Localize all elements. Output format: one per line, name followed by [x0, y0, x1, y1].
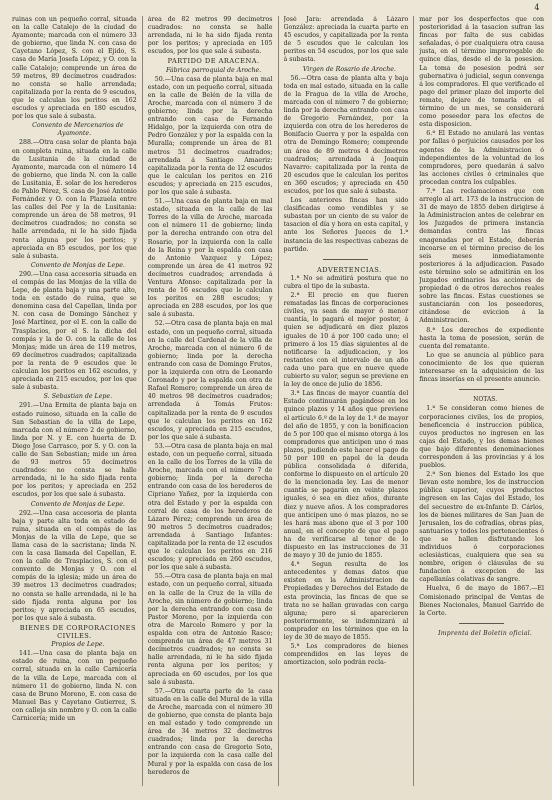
column-4 — [419, 16, 544, 786]
text-columns — [12, 16, 544, 786]
paragraph: José Jara: arrendada á Lázaro González: apreciada la cuarta parte en 45 escudos, y capitalizada por la renta de 5 escudos que le calculan los peritos en 54 escudos, por los que sale á subasta. — [283, 16, 409, 64]
section-heading-caps: NOTAS. — [473, 396, 498, 404]
paragraph: 2.ª Son bienes del Estado los que llevan este nombre, los de instruccion pública superior, cuyos productos ingresen en las Cajas del Estado, los del secuestro de ex-Infante D. Cárlos, los de bienes militares de San Juan de Jerusalen, los de cofradías, obras pías, santuarios y todos los pertenecientes ó que se hallen disfrutando los individuos ó corporaciones eclesiásticas, cualquiera que sea su nombre, origen ó cláusulas de su fundacion á excepcion de las capellanías colativas de sangre. — [419, 471, 544, 584]
paragraph: 8.ª Los derechos de expediente hasta la toma de posesion, serán de cuenta del rematante. — [419, 326, 544, 350]
page-number: 4 — [534, 3, 540, 12]
paragraph: 50.—Una casa de planta baja en mal estado, con un pequeño corral, situada en la calle de Belén de la villa de Aroche, marcada con el número 3 de gobierno; linda por la derecha entrando con casa de Fernando Hidalgo, por la izquierda con otra de Pedro González y por la espalda con la Muralla; comprende un área de 81 metros 51 decímetros cuadrados; arrendada á Santiago Amaeriz: capitalizada por la renta de 12 escudos que le calculan los peritos en 216 escudos; y apreciada en 215 escudos, por los que sale á subasta. — [147, 75, 273, 196]
paragraph: Huelva, 6 de mayo de 1867.—El Comisionado principal de Ventas de Bienes Nacionales, Manuel Garrido de la Corte. — [419, 585, 544, 617]
paragraph: 51.—Una casa de planta baja en mal estado, situada en la calle de las Torres de la villa de Aroche, marcada con el número 11 de gobierno; linda por la derecha entrando con otra del Rosario, por la izquierda con la calle de la Reina y por la espalda con casa de Antonio Vazquez y López; comprende un área de 41 metros 92 decímetros cuadrados; arrendada á Ventura Afonso: capitalizada por la renta de 16 escudos que le calculan los peritos en 288 escudos; y apreciada en 288 escudos, por los que sale á subasta. — [147, 198, 273, 319]
paragraph: Los anteriores fincas han sido clasificadas como vendibles y se subastan por un ciento de su valor de tasacion el día y hora en esta capital, y ante los Señores Jueces de 1.ª instancia de las respectivas cabezas de partido. — [283, 197, 409, 253]
section-heading-caps: PARTIDO DE ARACENA. — [167, 57, 260, 66]
paragraph: 5.ª Los compradores de bienes comprendidos en las leyes de amortizacion, solo podrán recla- — [283, 643, 409, 667]
section-heading-caps: BIENES DE CORPORACIONES CIVILES. — [19, 623, 137, 641]
paragraph: 7.ª Las reclamaciones que con arreglo al art. 173 de la instruccion de 31 de mayo de 1855 deben dirigirse á la Administracion antes de celebrar en los Juzgados de primera instancia demandas contra las fincas enagenadas por el Estado, deberán incoarse en el término preciso de los seis meses inmediatamente posteriores á la adjudicacion. Pasado este término solo se admitirán en los Juzgados ordinarios las acciones de propiedad ó de otros derechos reales sobre las fincas. Estas cuestiones se sustanciarán con los poseedores, citándose de eviccion á la Administracion. — [419, 187, 544, 325]
paragraph: 141.—Una casa de planta baja en estado de ruina, con un pequeño corral, situada en la calle Carnicería de la villa de Lepe, marcada con el número 11 de gobierno, linda N. con casa de Bruno Moreno, E. con casa de Manuel Bas y Cayetano Gutierrez, S. con calleja sin nombre y O. con la calle Carnicería; mide un — [12, 650, 137, 722]
section-heading: Convento de Monjas de Lepe. — [30, 261, 125, 269]
paragraph: 6.ª El Estado no anulará las ventas por fallas ó perjuicios causados por los agentes de la Administracion ó independientes de la voluntad de los compradores, pero quedarán á salvo las acciones civiles ó criminales que procedan contra los culpables. — [419, 130, 544, 186]
column-3 — [284, 16, 415, 786]
paragraph: área de 82 metros 99 decímetros cuadrados: no consta se halle arrendada, ni le ha sido fijada renta por los peritos; y apreciada en 105 escudos, por los que sale á subasta. — [147, 16, 273, 56]
paragraph: ruinas con un pequeño corral, situada en la calle Catalejo de la ciudad de Ayamonte; marcada con el número 33 de gobierno, que linda N. con casa de Cayetano López, S. con el Ejido, S. casa de María Josefa López, y O. con la calle Catalejo; comprende un área de 59 metros, 89 decímetros cuadrados: no consta se halle arrendada; capitalizada por la renta de 9 escudos, que le calculan los peritos en 162 escudos y apreciada en 180 escudos, por los que sale á subasta. — [12, 16, 137, 121]
paragraph: 1.ª Se consideran como bienes de corporaciones civiles, los de propios, beneficencia é instruccion pública, cuyos productos no ingresen en las cajas del Estado, y los demas bienes que bajo diferentes denominaciones corresponden á las provincias y á los pueblos. — [419, 405, 544, 470]
paragraph: 288.—Otra casa solar de planta baja en completa ruina, situada en la calle de Lusitania de la ciudad de Ayamonte, marcada con el número 14 de gobierno, que linda N. con la calle de Lusitania, E. solar de los herederos de Pablo Pérez, S. casa de José Antonio Fernández y O. con la Plazuela entre las calles del Por y la de Lusitania: comprende un área de 58 metros, 91 decímetros cuadrados; no consta se halle arrendada, ni le ha sido fijada renta alguna por los peritos; y apreciada en 85 escudos, por los que sale á subasta. — [12, 139, 137, 260]
paragraph: 2.ª El precio en que fueren rematadas las fincas de corporaciones civiles, ya sean de mayor ó menor cuantía, lo pagará el mejor postor, á quien se adjudicará en diez plazos iguales de 10 á por 100 cada uno; el primero á los 15 días siguientes al de notificarse la adjudicacion, y los restantes con el intervalo de un año cada uno para que en nueve quede cubierto su valor, segun se previene en la ley de once de julio de 1856. — [283, 292, 409, 389]
column-2 — [148, 16, 279, 786]
divider — [419, 386, 544, 394]
paragraph: 56.—Otra casa de planta alta y baja toda en mal estado, situada en la calle de la Fragua de la villa de Aroche, marcada con el número 7 de gobierno; linda por la derecha entrando con casa de Gregorio Fernández, por la izquierda con otra de los herederos de Bonifacio Guerra y por la espalda con otra de Domingo Romero; comprende un área de 89 metros 4 decímetros cuadrados; arrendada á Joaquin Navarro: capitalizada por la renta de 20 escudos que le calculan los peritos en 360 escudos; y apreciada en 450 escudos, por los que sale á subasta. — [283, 74, 409, 195]
paragraph: 53.—Otra casa de planta baja en mal estado, con un pequeño corral, situada en la calle de los Torres de la villa de Aroche, marcada con el número 7 de gobierno; linda por la derecha entrando con casa de los herederos de Cipriano Yañez, por la izquierda con otra del Estado y por la espalda con corral de casa de los herederos de Lázaro Pérez; comprende un área de 90 metros 5 decímetros cuadrados; arrendada á Santiago Infantes: capitalizada por la renta de 12 escudos que le calculan los peritos en 216 escudos; y apreciada en 260 escudos, por los que sale á subasta. — [147, 442, 273, 572]
section-heading: Convento de Monjas de Lepe. — [30, 500, 125, 508]
paragraph: 3.ª Las fincas de mayor cuantía del Estado continuarán pagándose en los quince plazos y 14 años que previene el artículo 6.º de la ley de 1.º de mayor del año de 1855, y con la bonificacion de 5 por 100 que el mismo otorga á los compradores que anticipen uno ó mas plazos, pudiendo este hacer el pago de 50 por 100 en papel de la deuda pública consolidada ó diferida, conforme lo dispuesto en el artículo 20 de la mencionada ley. Las de menor cuantía se pagarán en veinte plazos iguales, ó sea en diez años, durante diez y nueve años. A los compradores que anticipen uno ó mas plazos, no se les hará mas abono que el 3 por 100 anual, en el concepto de que el pago ha de verificarse al tenor de lo dispuesto en las instrucciones de 31 de mayo y 30 de junio de 1855. — [283, 390, 409, 560]
paragraph: mar por los desperfectos que con posterioridad á la tasacion sufran las fincas por falta de sus cabidas señaladas, ó por cualquiera otra causa justa, en el término improrogable de quince días, desde el de la posesion. La toma de posesion podrá ser gubernativa ó judicial, segun convenga á los compradores. El que verificado el pago del primer plazo del importe del remate, dejare de tomarla en el término de un mes, se considerará como poseedor para los efectos de esta disposicion. — [419, 16, 544, 129]
paragraph: 291.—Una Ermita de planta baja en estado ruinoso, situada en la calle de San Sebastian de la villa de Lepe, marcada con el número 2 de gobierno, linda por N. y E. con huerta de D. Diego Jose Carrasco, por S. y O. con la calle de San Sebastian; mide un área de 93 metros 55 decímetros cuadrados: no consta se halle arrendada, ni le ha sido fijada renta por los peritos; y apreciada en 252 escudos, por los que sale á subasta. — [12, 402, 137, 499]
section-heading: Fábrica parroquial de Aroche. — [166, 66, 262, 74]
section-heading: Propios de Lepe. — [51, 641, 105, 649]
paragraph: 1.ª No se admitirá postura que no cubra el tipo de la subasta. — [283, 274, 409, 290]
paragraph: 57.—Otra cuarta parte de la casa situada en la calle del Mural de la villa de Aroche, marcada con el número 30 de gobierno, que consta de planta baja en mal estado y todo comprende un área de 34 metros 32 decímetros cuadrados; linda por la derecha entrando con casa de Gregorio Soto, por la izquierda con la casa calle del Mural y por la espalda con casa de los herederos de — [147, 687, 273, 776]
printer-imprint: Imprenta del Boletin oficial. — [438, 629, 533, 637]
paragraph: 290.—Una casa accesoria situada en el compás de las Monjas de la villa de Lepe, de planta baja y una parte alto, toda en estado de ruina, que se denomina casa del Capellan, linda por N. con casa de Domingo Sánchez y José Martínez, por el E. con la calle de Trasplacios, por el S. la dicha del compás y la de O. con la calle de los Monjas; mide un área de 119 metros, 69 decímetros cuadrados; capitalizada por la renta de 9 escudos que le calculan los peritos en 162 escudos, y apreciada en 215 escudos, por los que sale á subasta. — [12, 270, 137, 392]
divider — [419, 620, 544, 628]
column-1 — [12, 16, 143, 786]
section-heading: Virgen de Rosario de Aroche. — [302, 65, 396, 73]
paragraph: 52.—Otra casa de planta baja en mal estado, con un pequeño corral, situada en la calle del Cardenal de la villa de Aroche, marcada con el número 6 de gobierno; linda por la derecha entrando con casa de Domingo Frutos, por la izquierda con otra de Leonardo Coronado y por la espalda con otra de Rafael Romero; comprende un área de 40 metros 98 decímetros cuadrados; arrendada á Tomás Frutos: capitalizada por la renta de 9 escudos que le calculan los peritos en 162 escudos, y apreciada en 215 escudos, por los que sale á subasta. — [147, 320, 273, 441]
section-heading-caps: ADVERTENCIAS. — [317, 265, 382, 274]
section-heading: Convento de Mercenarios de Ayamonte. — [32, 122, 124, 138]
paragraph: 292.—Una casa accesoria de planta baja y parte alta toda en estado de ruina, situada en el compás de las Monjas de la villa de Lepe, que se llama casa de la sacristana; linda N. con la casa llamada del Capellan, E. con la calle de Trasplacios, S. con el convento de Monjas y O. con el compás de la iglesia; mide un área de 39 metros 13 decímetros cuadrados; no consta se halle arrendada, ni le ha sido fijada renta alguna por los peritos; y apreciada en 65 escudos, por los que sale á subasta. — [12, 509, 137, 622]
paragraph: 55.—Otra casa de planta baja en mal estado, con un pequeño corral, situada en la calle de la Cruz de la villa de Aroche, sin número de gobierno; linda por la derecha entrando con casa de Pastor Moreno, por la izquierda con otra de Marcelo Romero y por la espalda con otra de Antonio Rasco; comprende un área de 47 metros 31 decímetros cuadrados; no consta se halle arrendada, ni le ha sido fijada renta alguna por los peritos; y apreciada en 60 escudos, por los que sale á subasta. — [147, 573, 273, 686]
divider — [284, 256, 409, 264]
section-heading: S. Sebastian de Lepe. — [43, 393, 113, 401]
paragraph: Lo que se anuncia al público para conocimiento de los que quieran interesarse en la adquisicion de las fincas inserías en el presente anuncio. — [419, 351, 544, 384]
paragraph: 4.ª Segun resulta de los antecedentes y demas datos que existen en la Administracion de Propiedades y Derechos del Estado de esta provincia, las fincas de que se trata no se hallan gravadas con carga alguna; pero si aparecieren posteriormente, se indemnizará al comprador en los términos que en la ley de 30 de mayo de 1855. — [283, 561, 409, 642]
